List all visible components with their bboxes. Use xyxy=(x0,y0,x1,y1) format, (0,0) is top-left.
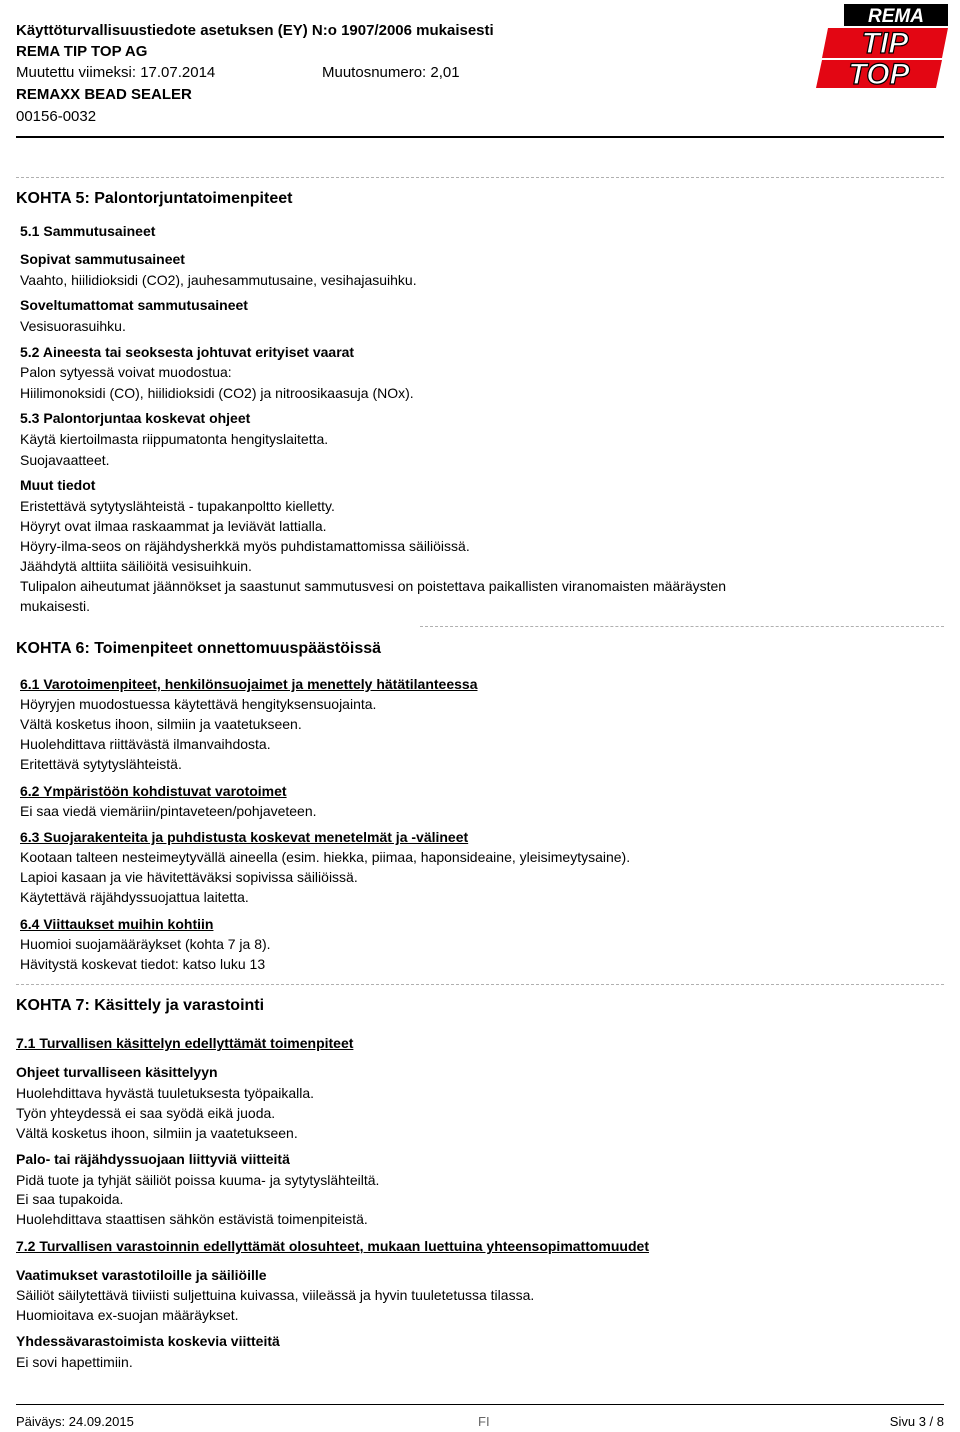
section-5-title: KOHTA 5: Palontorjuntatoimenpiteet xyxy=(16,190,293,207)
footer-date: Päiväys: 24.09.2015 xyxy=(16,1414,134,1429)
heading-6-3: 6.3 Suojarakenteita ja puhdistusta koskevat menetelmät ja -välineet xyxy=(20,829,469,845)
footer-language: FI xyxy=(478,1414,490,1429)
text-vaat-1: Säiliöt säilytettävä tiiviisti suljettuina kuivassa, viileässä ja hyvin tuuletetussa tilassa. xyxy=(16,1287,535,1303)
section-6-title: KOHTA 6: Toimenpiteet onnettomuuspäästöissä xyxy=(16,640,382,657)
document-title: Käyttöturvallisuustiedote asetuksen (EY) N:o 1907/2006 mukaisesti xyxy=(16,22,494,39)
text-6-2: Ei saa viedä viemäriin/pintaveteen/pohjaveteen. xyxy=(20,803,317,819)
heading-6-4: 6.4 Viittaukset muihin kohtiin xyxy=(20,916,214,932)
text-5-2-b: Hiilimonoksidi (CO), hiilidioksidi (CO2) ja nitroosikaasuja (NOx). xyxy=(20,385,414,401)
text-6-4-b: Hävitystä koskevat tiedot: katso luku 13 xyxy=(20,956,266,972)
text-6-1-d: Eritettävä sytytyslähteistä. xyxy=(20,756,182,772)
text-muut-5b: mukaisesti. xyxy=(20,598,91,614)
text-muut-4: Jäähdytä alttiita säiliöitä vesisuihkuin. xyxy=(20,558,252,574)
text-6-3-b: Lapioi kasaan ja vie hävitettäväksi sopivissa säiliöissä. xyxy=(20,869,358,885)
section-divider xyxy=(420,626,944,627)
heading-yhdessavarastointi: Yhdessävarastoimista koskevia viitteitä xyxy=(16,1333,280,1349)
company-name: REMA TIP TOP AG xyxy=(16,43,148,60)
header-divider xyxy=(16,136,944,138)
section-divider xyxy=(16,984,944,985)
heading-7-1: 7.1 Turvallisen käsittelyn edellyttämät toimenpiteet xyxy=(16,1035,354,1051)
footer-page-number: Sivu 3 / 8 xyxy=(889,1414,944,1429)
product-name: REMAXX BEAD SEALER xyxy=(16,86,192,103)
heading-muut-tiedot: Muut tiedot xyxy=(20,477,96,493)
text-palo-1: Pidä tuote ja tyhjät säiliöt poissa kuuma- ja sytytyslähteiltä. xyxy=(16,1172,380,1188)
svg-text:TOP: TOP xyxy=(848,58,910,90)
text-sopivat: Vaahto, hiilidioksidi (CO2), jauhesammutusaine, vesihajasuihku. xyxy=(20,272,417,288)
heading-vaatimukset: Vaatimukset varastotiloille ja säiliöille xyxy=(16,1267,267,1283)
text-palo-2: Ei saa tupakoida. xyxy=(16,1191,124,1207)
heading-5-3: 5.3 Palontorjuntaa koskevat ohjeet xyxy=(20,410,251,426)
text-5-2-a: Palon sytyessä voivat muodostua: xyxy=(20,364,232,380)
text-ohjeet-1: Huolehdittava hyvästä tuuletuksesta työpaikalla. xyxy=(16,1085,315,1101)
text-vaat-2: Huomioitava ex-suojan määräykset. xyxy=(16,1307,239,1323)
text-muut-2: Höyryt ovat ilmaa raskaammat ja leviävät lattialla. xyxy=(20,518,327,534)
heading-palo: Palo- tai räjähdyssuojaan liittyviä viitteitä xyxy=(16,1151,290,1167)
modified-date: Muutettu viimeksi: 17.07.2014 xyxy=(16,64,216,81)
svg-text:REMA: REMA xyxy=(868,6,924,27)
text-5-3-b: Suojavaatteet. xyxy=(20,452,110,468)
heading-ohjeet: Ohjeet turvalliseen käsittelyyn xyxy=(16,1064,218,1080)
text-6-3-c: Käytettävä räjähdyssuojattua laitetta. xyxy=(20,889,249,905)
text-yhd-1: Ei sovi hapettimiin. xyxy=(16,1354,133,1370)
text-5-3-a: Käytä kiertoilmasta riippumatonta hengityslaitetta. xyxy=(20,431,329,447)
product-code: 00156-0032 xyxy=(16,108,97,125)
rema-tip-top-logo xyxy=(814,2,950,90)
revision-number: Muutosnumero: 2,01 xyxy=(322,64,460,81)
text-6-3-a: Kootaan talteen nesteimeytyvällä aineella (esim. hiekka, piimaa, haponsideaine, yleisimeytysaine). xyxy=(20,849,631,865)
svg-text:TIP: TIP xyxy=(861,27,909,60)
heading-6-2: 6.2 Ympäristöön kohdistuvat varotoimet xyxy=(20,783,287,799)
heading-7-2: 7.2 Turvallisen varastoinnin edellyttämät olosuhteet, mukaan luettuina yhteensopimattomuudet xyxy=(16,1238,649,1254)
heading-soveltumattomat: Soveltumattomat sammutusaineet xyxy=(20,297,248,313)
section-divider xyxy=(16,177,944,178)
text-muut-5a: Tulipalon aiheutumat jäännökset ja saastunut sammutusvesi on poistettava paikallisten viranomaisten määräysten xyxy=(20,578,727,594)
text-ohjeet-3: Vältä kosketus ihoon, silmiin ja vaatetukseen. xyxy=(16,1125,298,1141)
heading-6-1: 6.1 Varotoimenpiteet, henkilönsuojaimet ja menettely hätätilanteessa xyxy=(20,676,478,692)
section-7-title: KOHTA 7: Käsittely ja varastointi xyxy=(16,997,265,1014)
text-6-1-b: Vältä kosketus ihoon, silmiin ja vaatetukseen. xyxy=(20,716,302,732)
text-palo-3: Huolehdittava staattisen sähkön estävistä toimenpiteistä. xyxy=(16,1211,368,1227)
text-6-1-c: Huolehdittava riittävästä ilmanvaihdosta. xyxy=(20,736,271,752)
heading-sopivat: Sopivat sammutusaineet xyxy=(20,251,185,267)
text-6-4-a: Huomioi suojamääräykset (kohta 7 ja 8). xyxy=(20,936,271,952)
text-muut-3: Höyry-ilma-seos on räjähdysherkkä myös puhdistamattomissa säiliöissä. xyxy=(20,538,470,554)
text-muut-1: Eristettävä sytytyslähteistä - tupakanpoltto kielletty. xyxy=(20,498,335,514)
heading-5-2: 5.2 Aineesta tai seoksesta johtuvat erityiset vaarat xyxy=(20,344,355,360)
text-6-1-a: Höyryjen muodostuessa käytettävä hengityksensuojainta. xyxy=(20,696,377,712)
text-soveltumattomat: Vesisuorasuihku. xyxy=(20,318,126,334)
text-ohjeet-2: Työn yhteydessä ei saa syödä eikä juoda. xyxy=(16,1105,276,1121)
heading-5-1: 5.1 Sammutusaineet xyxy=(20,223,156,239)
footer-divider xyxy=(16,1404,944,1405)
